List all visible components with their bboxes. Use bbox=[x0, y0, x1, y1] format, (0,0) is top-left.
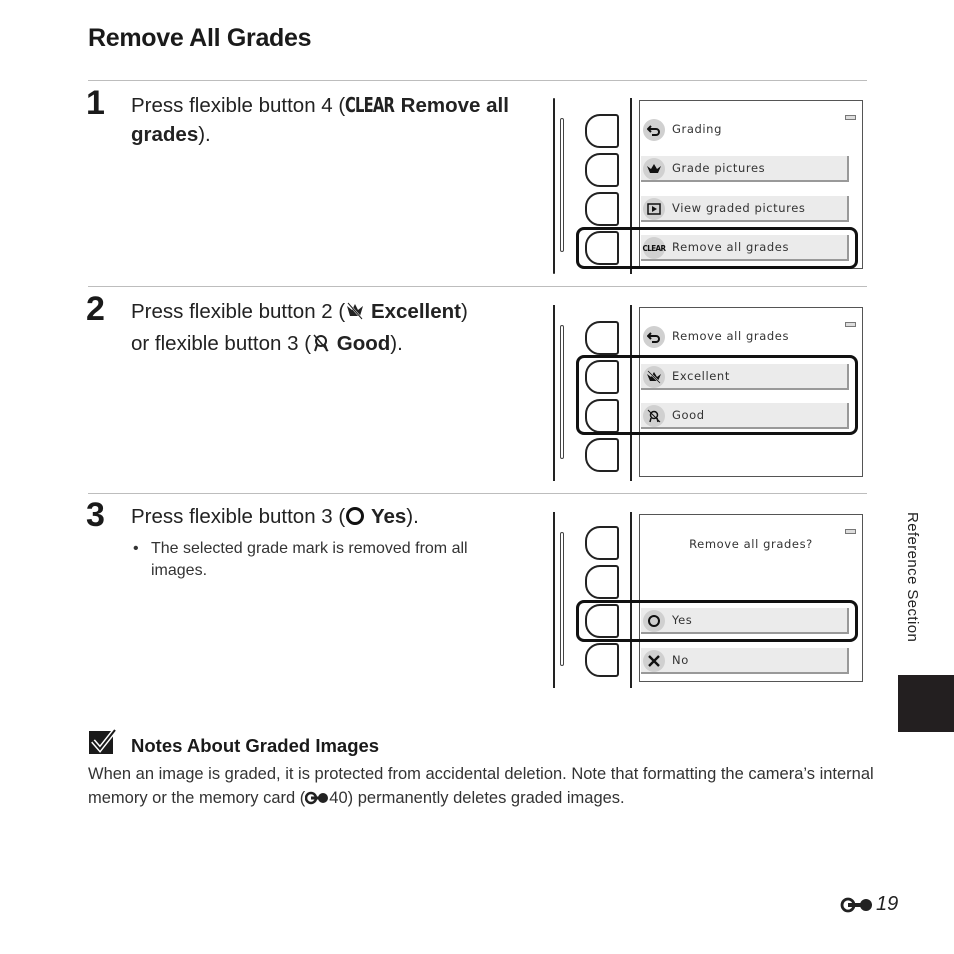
camera-body-edge bbox=[553, 305, 555, 481]
menu-item-excellent[interactable]: Excellent bbox=[641, 364, 849, 390]
back-icon bbox=[643, 326, 665, 348]
highlight-box bbox=[576, 227, 858, 269]
camera-illustration-2 bbox=[548, 307, 868, 487]
cross-icon bbox=[643, 650, 665, 672]
flexible-button-1[interactable] bbox=[585, 114, 619, 148]
clear-icon: CLEAR bbox=[345, 93, 395, 117]
step-2-instruction: Press flexible button 2 ( Excellent) or flexible button 3 ( Good). bbox=[131, 297, 541, 361]
circle-icon bbox=[345, 505, 365, 534]
highlight-box bbox=[576, 355, 858, 435]
reference-icon bbox=[840, 897, 874, 913]
highlight-box bbox=[576, 600, 858, 642]
menu-item-grade-pictures[interactable]: Grade pictures bbox=[641, 156, 849, 182]
note-body: When an image is graded, it is protected from accidental deletion. Note that formatting the camera’s internal memory or the memory card ( 40) permanently deletes graded images. bbox=[88, 762, 878, 812]
bullet-note: • The selected grade mark is removed from all images. bbox=[133, 540, 468, 579]
camera-body-edge bbox=[553, 512, 555, 688]
confirm-message: Remove all grades? bbox=[689, 537, 813, 551]
back-icon bbox=[643, 119, 665, 141]
step-number: 1 bbox=[86, 84, 105, 122]
clear-icon: CLEAR bbox=[643, 237, 665, 259]
flexible-button-1[interactable] bbox=[585, 321, 619, 355]
play-icon bbox=[643, 198, 665, 220]
menu-item-yes[interactable]: Yes bbox=[641, 608, 849, 634]
camera-screen bbox=[639, 514, 863, 682]
crown-icon bbox=[643, 158, 665, 180]
divider bbox=[88, 80, 867, 81]
menu-item-good[interactable]: Good bbox=[641, 403, 849, 429]
section-label: Reference Section bbox=[904, 512, 921, 643]
reference-icon bbox=[305, 788, 329, 812]
section-tab bbox=[898, 675, 954, 732]
camera-illustration-3 bbox=[548, 514, 868, 694]
flexible-button-2[interactable] bbox=[585, 153, 619, 187]
note-title: Notes About Graded Images bbox=[131, 735, 380, 756]
menu-title: Grading bbox=[641, 117, 849, 143]
checkmark-icon bbox=[88, 727, 118, 757]
flexible-button-1[interactable] bbox=[585, 526, 619, 560]
flexible-button-2[interactable] bbox=[585, 565, 619, 599]
excellent-icon bbox=[345, 300, 365, 329]
divider bbox=[88, 286, 867, 287]
good-icon bbox=[311, 332, 331, 361]
menu-title: Remove all grades bbox=[641, 324, 849, 350]
camera-illustration-1 bbox=[548, 100, 868, 280]
page-number: 19 bbox=[840, 893, 898, 916]
step-number: 3 bbox=[86, 496, 105, 534]
step-3-instruction: Press flexible button 3 ( Yes). bbox=[131, 502, 531, 534]
step-1-instruction: Press flexible button 4 (CLEAR Remove all grades). bbox=[131, 93, 509, 146]
flexible-button-3[interactable] bbox=[585, 192, 619, 226]
camera-body-edge bbox=[560, 325, 564, 459]
flexible-button-4[interactable] bbox=[585, 438, 619, 472]
page-title: Remove All Grades bbox=[88, 24, 312, 52]
camera-body-edge bbox=[553, 98, 555, 274]
camera-body-edge bbox=[560, 532, 564, 666]
step-number: 2 bbox=[86, 290, 105, 328]
menu-item-remove-all[interactable]: CLEAR Remove all grades bbox=[641, 235, 849, 261]
camera-body-edge bbox=[560, 118, 564, 252]
flexible-button-4[interactable] bbox=[585, 643, 619, 677]
battery-icon bbox=[845, 529, 856, 534]
menu-item-no[interactable]: No bbox=[641, 648, 849, 674]
menu-item-view-graded[interactable]: View graded pictures bbox=[641, 196, 849, 222]
divider bbox=[88, 493, 867, 494]
